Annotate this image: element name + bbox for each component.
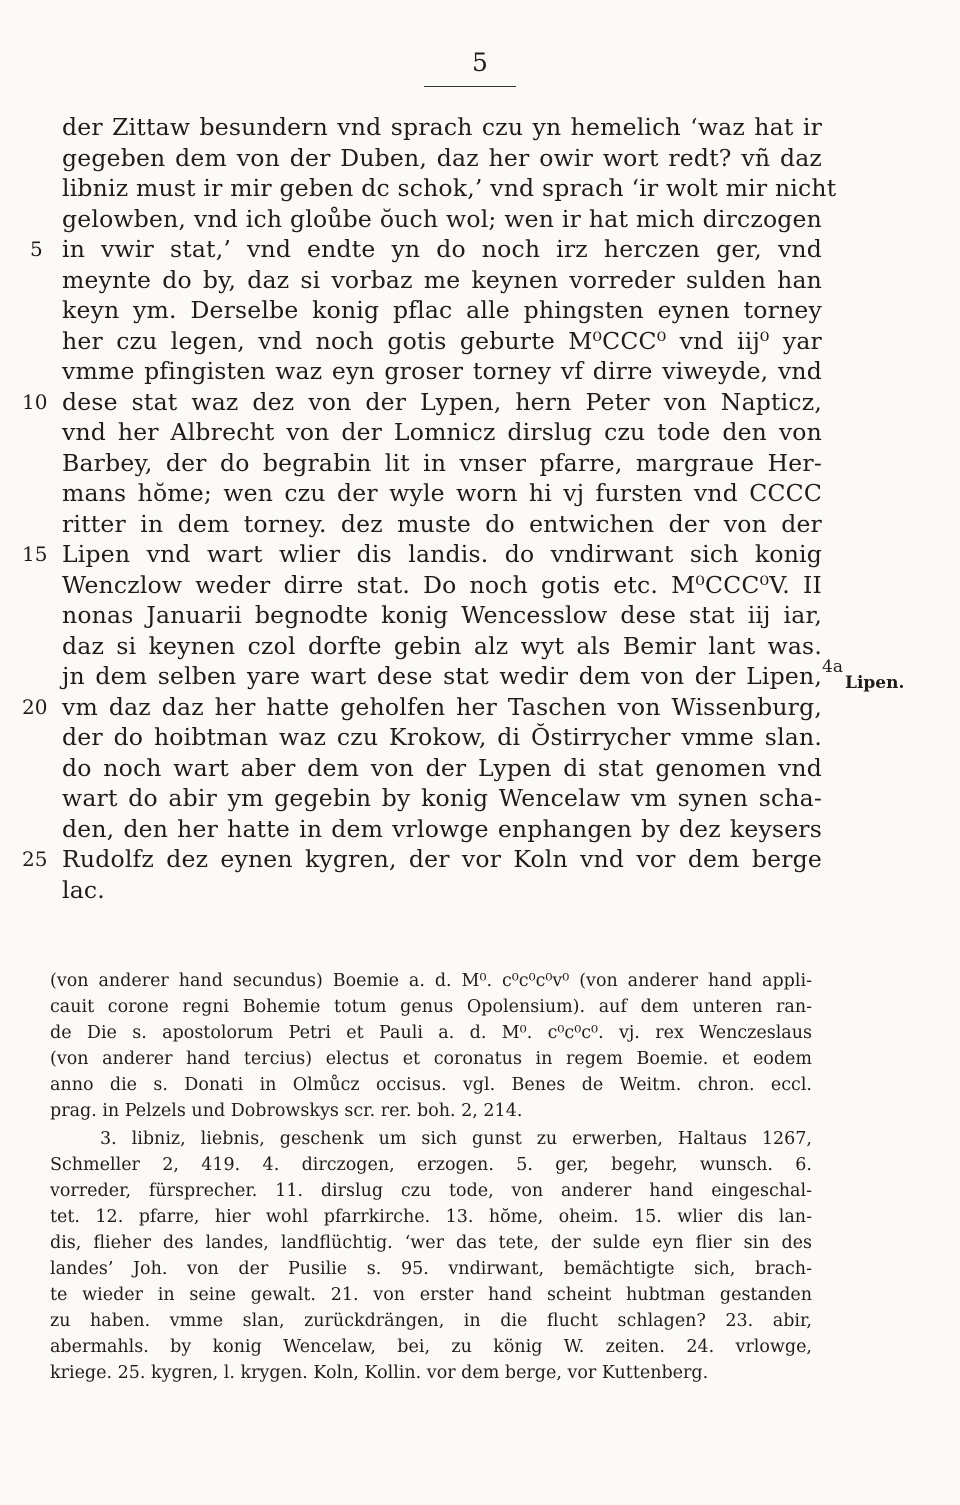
footnote-line: de Die s. apostolorum Petri et Pauli a. d. M⁰. c⁰c⁰c⁰. vj. rex Wenczeslaus [50,1023,812,1043]
footnote-line: landes’ Joh. von der Pusilie s. 95. vndirwant, bemächtigte sich, brach- [50,1259,812,1279]
footnote-line: Schmeller 2, 419. 4. dirczogen, erzogen. 5. ger, begehr, wunsch. 6. [50,1155,812,1175]
footnote-line: tet. 12. pfarre, hier wohl pfarrkirche. 13. hŏme, oheim. 15. wlier dis lan- [50,1207,812,1227]
main-text-line: gegeben dem von der Duben, daz her owir wort redt? vñ daz [62,143,822,172]
main-text-line: vm daz daz her hatte geholfen her Taschen von Wissenburg, [62,692,822,721]
footnote-line: 3. libniz, liebnis, geschenk um sich gunst zu erwerben, Haltaus 1267, [100,1129,812,1149]
main-text-line: nonas Januarii begnodte konig Wencesslow dese stat iij iar, [62,601,822,629]
footnote-line: dis, flieher des landes, landflüchtig. ‘wer das tete, der sulde eyn flier sin des [50,1233,812,1253]
main-text-line: wart do abir ym gegebin by konig Wencelaw vm synen scha- [62,784,822,812]
main-text-line: libniz must ir mir geben dc schok,’ vnd sprach ‘ir wolt mir nicht [62,174,837,202]
main-text-line: ritter in dem torney. dez muste do entwichen der von der [62,509,822,538]
main-text-line: meynte do by, daz si vorbaz me keynen vorreder sulden han [62,265,822,294]
page-number-rule [424,86,516,87]
footnote-line: vorreder, fürsprecher. 11. dirslug czu tode, von anderer hand eingeschal- [50,1181,812,1201]
main-text-line: vmme pfingisten waz eyn groser torney vf dirre viweyde, vnd [62,357,822,385]
main-text-line: der do hoibtman waz czu Krokow, di Ŏstirrycher vmme slan. [62,723,822,751]
footnote-line: (von anderer hand tercius) electus et coronatus in regem Boemie. et eodem [50,1049,812,1069]
line-number: 20 [22,694,48,719]
footnote-line: zu haben. vmme slan, zurückdrängen, in die flucht schlagen? 23. abir, [50,1311,812,1331]
main-text-line: lac. [62,875,105,904]
footnote-line: abermahls. by konig Wencelaw, bei, zu könig W. zeiten. 24. vrlowge, [50,1337,812,1357]
main-text-line: vnd her Albrecht von der Lomnicz dirslug czu tode den von [62,418,822,446]
main-text-line: jn dem selben yare wart dese stat wedir dem von der Lipen, [62,662,822,690]
footnote-line: te wieder in seine gewalt. 21. von erster hand scheint hubtman gestanden [50,1285,812,1305]
line-number: 25 [22,847,48,871]
main-text-line: Wenczlow weder dirre stat. Do noch gotis etc. M⁰CCC⁰V. II [62,570,822,599]
footnote-line: prag. in Pelzels und Dobrowskys scr. rer. boh. 2, 214. [50,1101,523,1121]
main-text-line: der Zittaw besundern vnd sprach czu yn hemelich ‘waz hat ir [62,113,822,141]
line-number: 15 [22,542,48,566]
footnote-line: (von anderer hand secundus) Boemie a. d. M⁰. c⁰c⁰c⁰v⁰ (von anderer hand appli- [50,971,812,991]
line-number: 10 [22,389,48,414]
main-text-line: mans hŏme; wen czu der wyle worn hi vj fursten vnd CCCC [62,479,822,507]
main-text-line: Barbey, der do begrabin lit in vnser pfarre, margraue Her- [62,448,822,477]
footnote-line: cauit corone regni Bohemie totum genus Opolensium). auf dem unteren ran- [50,997,812,1017]
page-number: 5 [472,48,488,77]
line-number: 5 [30,237,43,261]
main-text-line: keyn ym. Derselbe konig pflac alle phingsten eynen torney [62,296,822,324]
main-text-line: do noch wart aber dem von der Lypen di stat genomen vnd [62,753,822,782]
main-text-line: gelowben, vnd ich gloůbe ŏuch wol; wen ir hat mich dirczogen [62,204,822,233]
main-text-line: den, den her hatte in dem vrlowge enphangen by dez keysers [62,814,822,843]
main-text-line: Lipen vnd wart wlier dis landis. do vndirwant sich konig [62,540,822,568]
footnote-line: anno die s. Donati in Olmůcz occisus. vgl. Benes de Weitm. chron. eccl. [50,1075,812,1095]
main-text-line: dese stat waz dez von der Lypen, hern Peter von Napticz, [62,387,822,416]
main-text-line: Rudolfz dez eynen kygren, der vor Koln vnd vor dem berge [62,845,822,873]
main-text-line: her czu legen, vnd noch gotis geburte M⁰CCC⁰ vnd iij⁰ yar [62,326,822,355]
main-text-line: daz si keynen czol dorfte gebin alz wyt als Bemir lant was. [62,631,822,660]
main-text-line: in vwir stat,’ vnd endte yn do noch irz herczen ger, vnd [62,235,822,263]
footnote-line: kriege. 25. kygren, l. krygen. Koln, Kollin. vor dem berge, vor Kuttenberg. [50,1363,709,1383]
margin-note-lipen: Lipen. [845,673,905,693]
margin-folio-reference: 4a [822,657,843,677]
